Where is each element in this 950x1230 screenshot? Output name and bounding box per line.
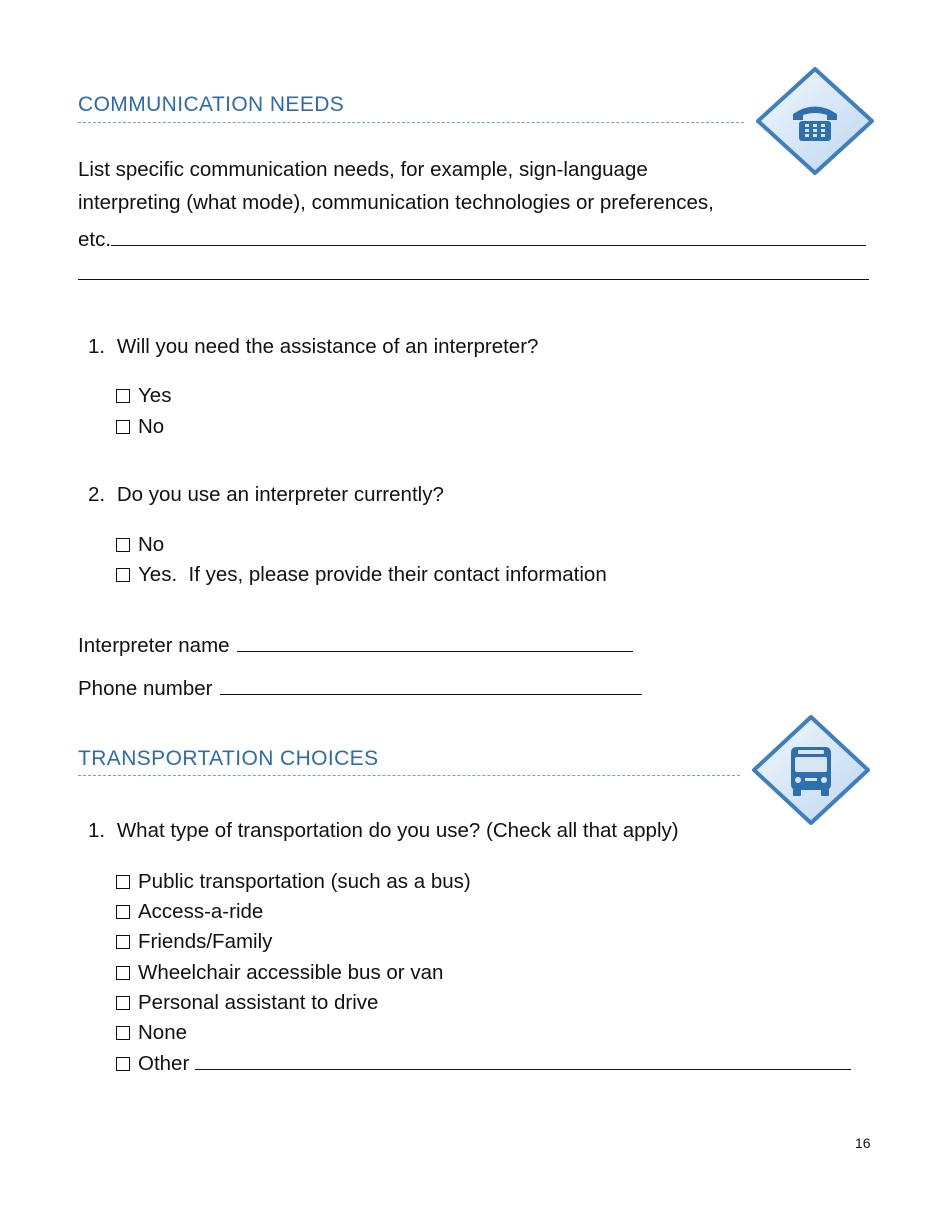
intro-line-3: [78, 227, 866, 251]
other-transportation-field[interactable]: [195, 1051, 851, 1070]
checkbox[interactable]: [116, 420, 130, 434]
transportation-heading: TRANSPORTATION CHOICES: [78, 747, 379, 770]
option-label: No: [138, 533, 165, 556]
checkbox[interactable]: [116, 905, 130, 919]
option-access-a-ride: [116, 900, 263, 924]
intro-line-2: interpreting (what mode), communication technologies or preferences,: [78, 191, 714, 214]
intro-line-1: List specific communication needs, for example, sign-language: [78, 158, 648, 181]
page-number: 16: [855, 1135, 871, 1151]
option-none: [116, 1021, 187, 1045]
interpreter-name-row: [78, 633, 633, 657]
bus-icon: [751, 714, 871, 826]
option-label: Other: [138, 1052, 190, 1075]
checkbox[interactable]: [116, 538, 130, 552]
option-label: No: [138, 415, 165, 438]
comm-question-1: [88, 337, 538, 358]
option-label: None: [138, 1021, 188, 1044]
phone-number-field[interactable]: [220, 676, 642, 695]
transport-question-1: [88, 821, 679, 842]
interpreter-name-label: Interpreter name: [78, 634, 230, 657]
checkbox[interactable]: [116, 568, 130, 582]
comm-question-1-text: Will you need the assistance of an interpreter?: [116, 335, 539, 358]
communication-needs-field-1[interactable]: [111, 227, 866, 246]
comm-question-2-number: 2.: [88, 483, 106, 506]
intro-etc: etc.: [78, 228, 112, 251]
phone-number-label: Phone number: [78, 677, 213, 700]
option-label: Access-a-ride: [138, 900, 264, 923]
comm-question-2-text: Do you use an interpreter currently?: [116, 483, 444, 506]
checkbox[interactable]: [116, 935, 130, 949]
checkbox[interactable]: [116, 875, 130, 889]
option-label: Friends/Family: [138, 930, 273, 953]
transportation-heading-rule: [78, 775, 740, 776]
telephone-icon: [755, 66, 875, 176]
option-personal-assistant: [116, 991, 378, 1015]
transport-question-1-text: What type of transportation do you use? (Check all that apply): [116, 819, 679, 842]
checkbox[interactable]: [116, 996, 130, 1010]
option-label: Yes: [138, 384, 172, 407]
option-label: Wheelchair accessible bus or van: [138, 961, 444, 984]
communication-heading-rule: [78, 122, 744, 123]
option-label: Personal assistant to drive: [138, 991, 379, 1014]
option-label: Yes. If yes, please provide their contact information: [138, 563, 607, 586]
option-other: [116, 1051, 851, 1076]
communication-heading: COMMUNICATION NEEDS: [78, 93, 345, 116]
option-public-transportation: [116, 870, 471, 894]
checkbox[interactable]: [116, 1026, 130, 1040]
checkbox[interactable]: [116, 389, 130, 403]
comm-question-1-number: 1.: [88, 335, 106, 358]
option-friends-family: [116, 930, 272, 954]
interpreter-name-field[interactable]: [237, 633, 633, 652]
option-q2-yes: [116, 563, 607, 587]
checkbox[interactable]: [116, 1057, 130, 1071]
option-q1-yes: [116, 384, 171, 408]
comm-question-2: [88, 485, 444, 506]
option-wheelchair-bus: [116, 961, 443, 985]
transport-question-1-number: 1.: [88, 819, 106, 842]
option-label: Public transportation (such as a bus): [138, 870, 471, 893]
checkbox[interactable]: [116, 966, 130, 980]
communication-needs-field-2[interactable]: [78, 261, 869, 280]
phone-number-row: [78, 676, 642, 700]
option-q1-no: [116, 415, 164, 439]
option-q2-no: [116, 533, 164, 557]
